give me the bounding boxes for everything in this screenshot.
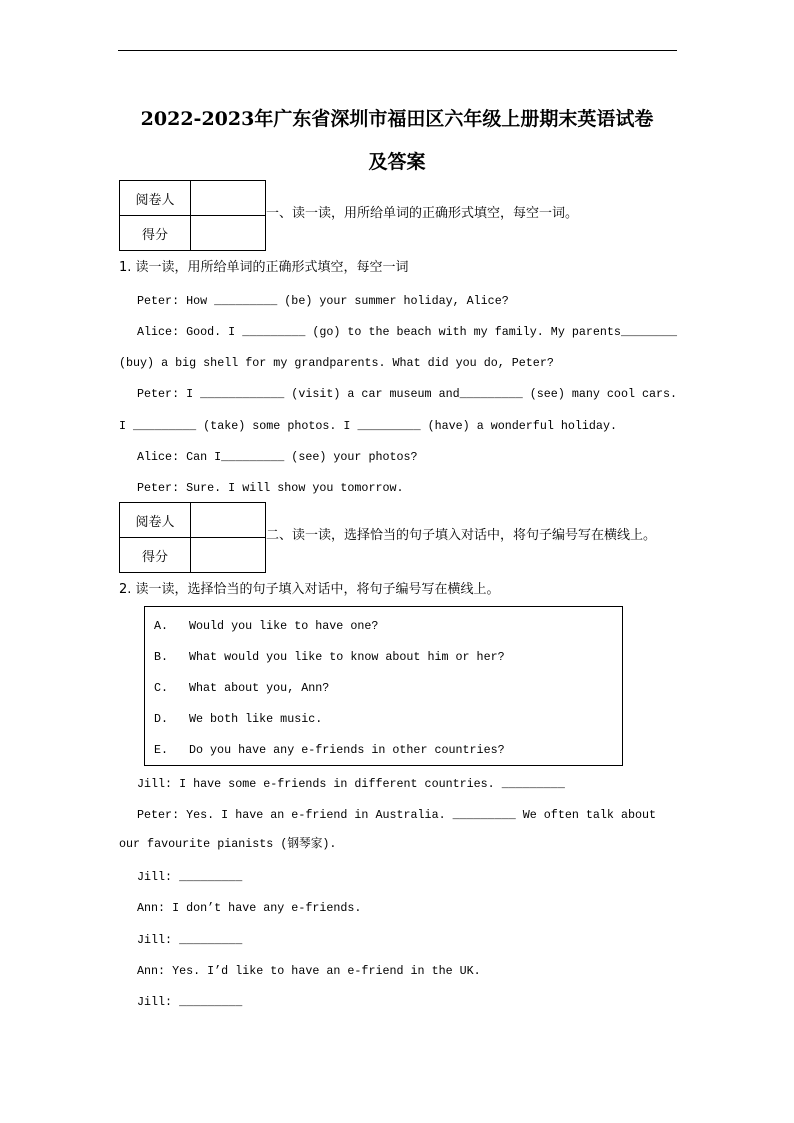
- q2-line: Ann: I don’t have any e-friends.: [137, 901, 362, 915]
- reviewer-label: 阅卷人: [120, 503, 191, 538]
- option-text: Do you have any e-friends in other countries?: [189, 743, 505, 757]
- page-title-cont: 及答案: [368, 151, 426, 173]
- option-text: Would you like to have one?: [189, 619, 379, 633]
- header-rule: [118, 50, 677, 51]
- q2-line: Jill: _________: [137, 995, 243, 1009]
- score-label: 得分: [120, 538, 191, 573]
- option-letter: C.: [154, 681, 169, 695]
- score-cell[interactable]: [191, 216, 266, 251]
- option-letter: A.: [154, 619, 169, 633]
- q1-line: Peter: I ____________ (visit) a car museum and_________ (see) many cool cars.: [137, 387, 678, 401]
- q2-line: Jill: _________: [137, 933, 243, 947]
- score-table-1: [119, 180, 266, 251]
- reviewer-cell[interactable]: [191, 181, 266, 216]
- score-cell[interactable]: [191, 538, 266, 573]
- score-table-2: [119, 502, 266, 573]
- q2-line: Jill: _________: [137, 870, 243, 884]
- q1-line: (buy) a big shell for my grandparents. What did you do, Peter?: [119, 356, 554, 370]
- q1-line: Alice: Good. I _________ (go) to the beach with my family. My parents________: [137, 325, 678, 339]
- q1-line: Peter: How _________ (be) your summer holiday, Alice?: [137, 294, 509, 308]
- option-text: We both like music.: [189, 712, 323, 726]
- option-text: What would you like to know about him or her?: [189, 650, 505, 664]
- score-label: 得分: [120, 216, 191, 251]
- q1-line: Alice: Can I_________ (see) your photos?: [137, 450, 418, 464]
- q1-line: I _________ (take) some photos. I _________ (have) a wonderful holiday.: [119, 419, 617, 433]
- q2-line: Ann: Yes. I’d like to have an e-friend in the UK.: [137, 964, 481, 978]
- q2-line: Jill: I have some e-friends in different countries. _________: [137, 777, 565, 791]
- section2-heading: 二、读一读，选择恰当的句子填入对话中，将句子编号写在横线上。: [266, 528, 657, 543]
- question1-label: 1. 读一读，用所给单词的正确形式填空，每空一词: [119, 260, 409, 275]
- option-letter: B.: [154, 650, 169, 664]
- section1-heading: 一、读一读，用所给单词的正确形式填空，每空一词。: [266, 206, 579, 221]
- question2-label: 2. 读一读，选择恰当的句子填入对话中，将句子编号写在横线上。: [119, 582, 500, 597]
- option-letter: D.: [154, 712, 169, 726]
- q2-line: our favourite pianists (钢琴家).: [119, 837, 337, 851]
- q2-line: Peter: Yes. I have an e-friend in Australia. _________ We often talk about: [137, 808, 657, 822]
- reviewer-cell[interactable]: [191, 503, 266, 538]
- reviewer-label: 阅卷人: [120, 181, 191, 216]
- page-title: 2022-2023年广东省深圳市福田区六年级上册期末英语试卷: [140, 108, 654, 130]
- option-text: What about you, Ann?: [189, 681, 330, 695]
- q1-line: Peter: Sure. I will show you tomorrow.: [137, 481, 404, 495]
- option-letter: E.: [154, 743, 169, 757]
